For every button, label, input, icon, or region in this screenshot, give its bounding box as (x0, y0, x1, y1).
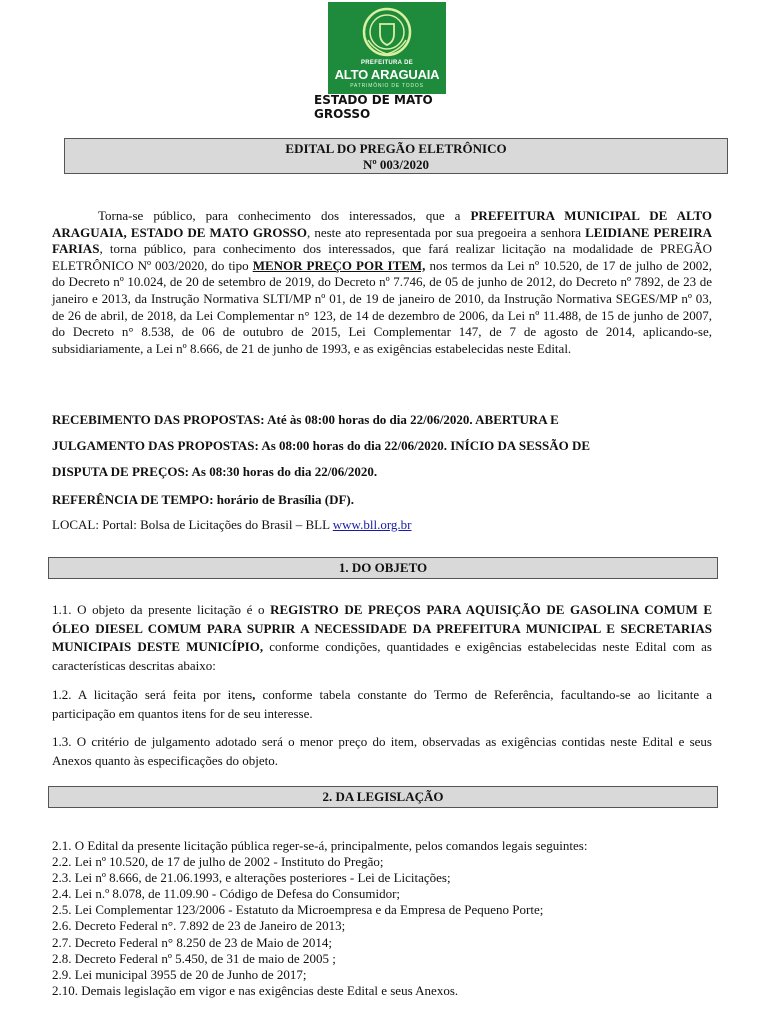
legislation-list (52, 838, 587, 999)
section-1-1 (52, 601, 712, 675)
section-1-1-text: 1.1. O objeto da presente licitação é o (52, 602, 271, 617)
list-item: 2.8. Decreto Federal nº 5.450, de 31 de maio de 2005 ; (52, 950, 336, 966)
list-item: 2.2. Lei nº 10.520, de 17 de julho de 2002 - Instituto do Pregão; (52, 854, 384, 870)
municipality-logo (328, 2, 446, 94)
logo-caption-small: PREFEITURA DE (360, 60, 413, 66)
coat-of-arms-icon (328, 2, 446, 62)
list-item: 2.1. O Edital da presente licitação pública reger-se-á, principalmente, pelos comandos legais seguintes: (52, 838, 588, 853)
list-item: 2.6. Decreto Federal n°. 7.892 de 23 de Janeiro de 2013; (52, 918, 346, 934)
intro-text-3: , torna público, para conhecimento dos interessados, que fará realizar licitação na modalidade de PREGÃO ELETRÔNICO Nº 003/2020, do tipo (52, 241, 712, 273)
section-2-title: 2. DA LEGISLAÇÃO (48, 786, 718, 808)
schedule-line-2: JULGAMENTO DAS PROPOSTAS: As 08:00 horas do dia 22/06/2020. INÍCIO DA SESSÃO DE (52, 438, 591, 453)
list-item: 2.5. Lei Complementar 123/2006 - Estatuto da Microempresa e da Empresa de Pequeno Porte; (52, 902, 544, 918)
intro-entity: PREFEITURA MUNICIPAL DE ALTO ARAGUAIA, ESTADO DE MATO GROSSO (52, 208, 712, 240)
location-label: LOCAL: Portal: Bolsa de Licitações do Brasil – BLL (52, 517, 333, 532)
edital-title-box (64, 138, 728, 174)
section-1-2-text: 1.2. A licitação será feita por itens (52, 687, 253, 702)
time-reference: REFERÊNCIA DE TEMPO: horário de Brasília (DF). (52, 492, 355, 507)
section-1-2-comma: , (252, 687, 256, 702)
schedule-line-3: DISPUTA DE PREÇOS: As 08:30 horas do dia 22/06/2020. (52, 464, 378, 479)
location-line (52, 517, 412, 533)
intro-text-1: Torna-se público, para conhecimento dos interessados, que a (98, 208, 471, 223)
list-item: 2.4. Lei n.º 8.078, de 11.09.90 - Código de Defesa do Consumidor; (52, 886, 401, 902)
list-item: 2.7. Decreto Federal n° 8.250 de 23 de Maio de 2014; (52, 934, 332, 950)
list-item: 2.3. Lei nº 8.666, de 21.06.1993, e alterações posteriores - Lei de Licitações; (52, 870, 451, 886)
section-1-2 (52, 686, 712, 723)
intro-type: MENOR PREÇO POR ITEM, (252, 257, 426, 273)
intro-paragraph (52, 208, 712, 357)
edital-title: EDITAL DO PREGÃO ELETRÔNICO (285, 141, 507, 156)
list-item: 2.9. Lei municipal 3955 de 20 de Junho de 2017; (52, 966, 307, 982)
intro-text-2: , neste ato representada por sua pregoeira a senhora (307, 224, 586, 240)
edital-number: Nº 003/2020 (362, 157, 430, 172)
bll-link[interactable]: www.bll.org.br (332, 517, 412, 532)
list-item: 2.10. Demais legislação em vigor e nas exigências deste Edital e seus Anexos. (52, 982, 459, 998)
section-1-1-rest: conforme condições, quantidades e exigências estabelecidas neste Edital com as características descritas abaixo: (52, 639, 712, 673)
section-1-2-rest: conforme tabela constante do Termo de Referência, facultando-se ao licitante a participação em quantos itens for de seu interesse. (52, 687, 712, 721)
intro-pregoeira: LEIDIANE PEREIRA FARIAS (52, 224, 712, 257)
schedule-line-1: RECEBIMENTO DAS PROPOSTAS: Até às 08:00 horas do dia 22/06/2020. ABERTURA E (52, 412, 559, 427)
logo-city-name: ALTO ARAGUAIA (334, 67, 440, 82)
intro-text-4: nos termos da Lei nº 10.520, de 17 de julho de 2002, do Decreto nº 10.024, de 20 de setembro de 2019, do Decreto nº 7.746, de 05 de junho de 2012, do Decreto nº 7892, de 23 de janeiro e 2013, da Instrução Normativa SLTI/MP nº 01, de 19 de janeiro de 2010, da Instrução Normativa SEGES/MP nº 03, de 26 de abril, de 2018, da Lei Complementar n° 123, de 14 de dezembro de 2006, da Lei nº 11.488, de 15 de junho de 2007, do Decreto n° 8.538, de 06 de outubro de 2015, Lei Complementar 147, de 7 de agosto de 2014, aplicando-se, subsidiariamente, a Lei nº 8.666, de 21 de junho de 1993, e as exigências estabelecidas neste Edital. (52, 257, 712, 356)
section-1-3: 1.3. O critério de julgamento adotado será o menor preço do item, observadas as exigências contidas neste Edital e seus Anexos quanto às especificações do objeto. (52, 734, 712, 768)
state-name: ESTADO DE MATO GROSSO (314, 93, 433, 121)
logo-motto: PATRIMÔNIO DE TODOS (350, 83, 424, 89)
section-1-1-object: REGISTRO DE PREÇOS PARA AQUISIÇÃO DE GASOLINA COMUM E ÓLEO DIESEL COMUM PARA SUPRIR A NECESSIDADE DA PREFEITURA MUNICIPAL E SECRETARIAS MUNICIPAIS DESTE MUNICÍPIO, (52, 602, 712, 654)
section-1-title: 1. DO OBJETO (48, 557, 718, 579)
